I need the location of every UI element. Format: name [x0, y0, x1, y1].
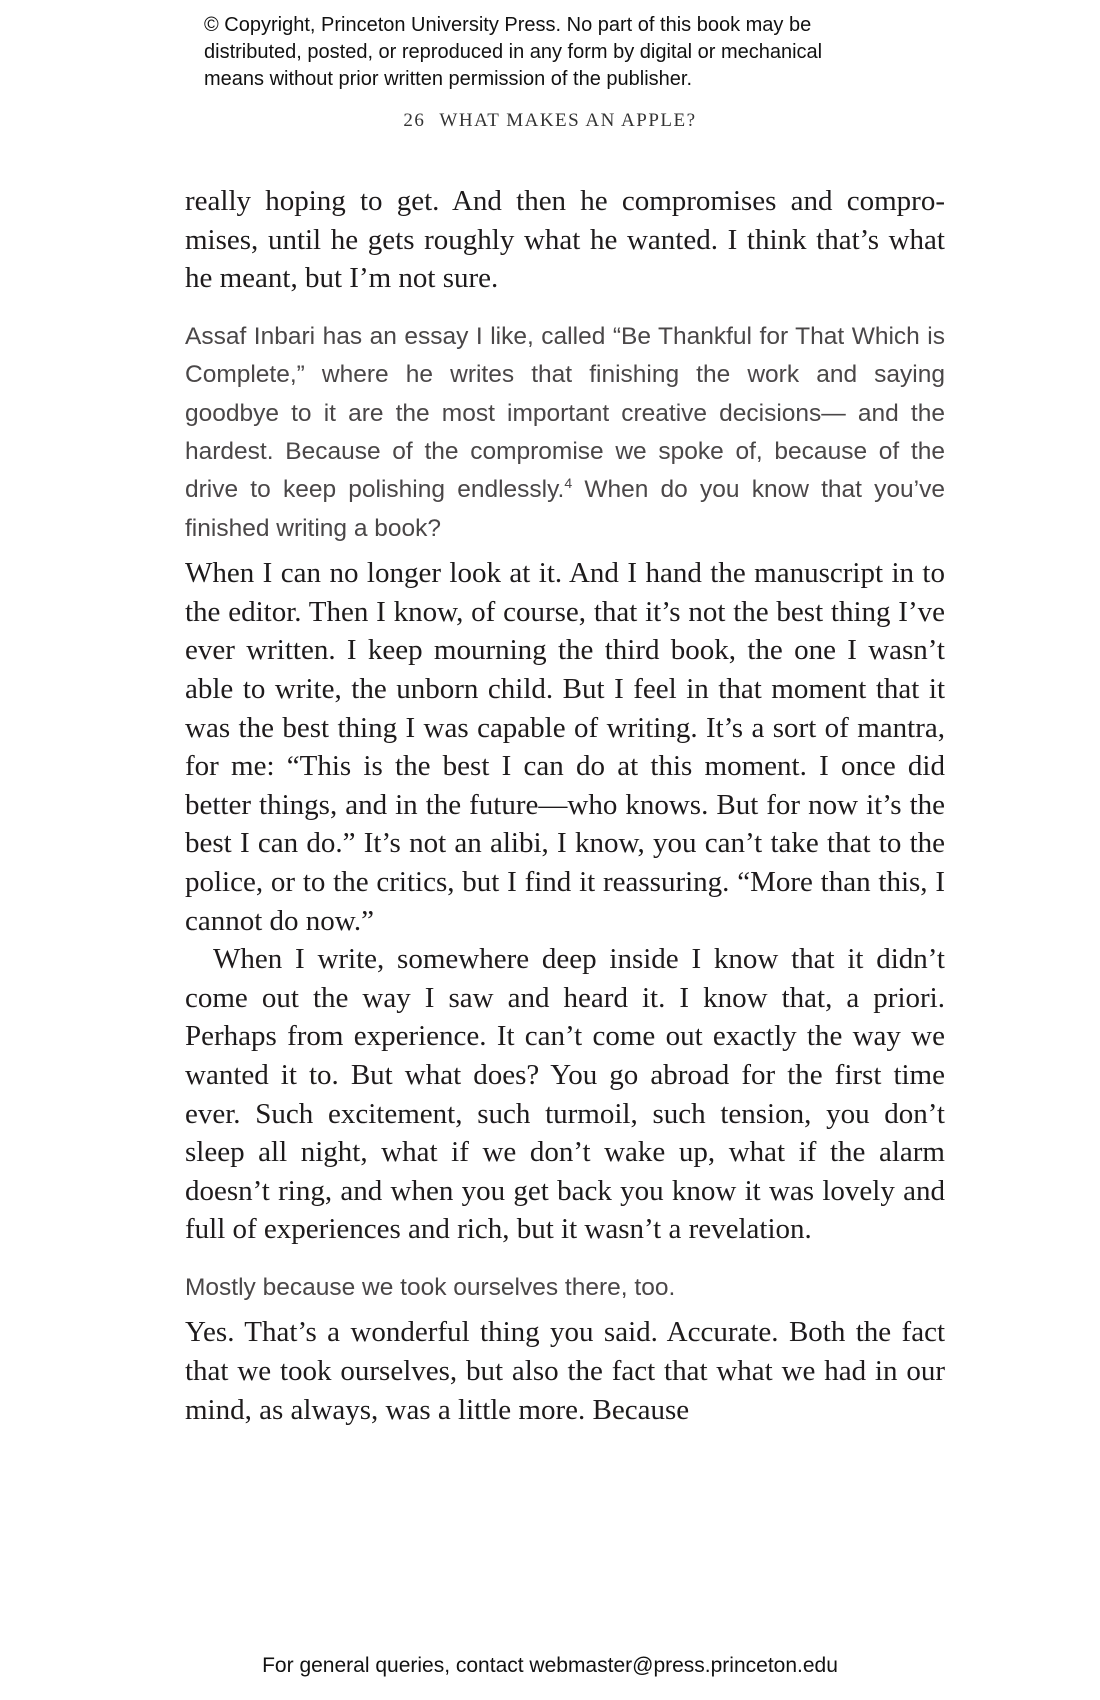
question-1-tail: When do you know that you’ve finished writing a book? [185, 476, 945, 542]
question-1-text: Assaf Inbari has an essay I like, called “Be Thankful for That Which is Complete,” where he writes that finishing the work and saying goodbye to it are the most important creative decisions— and the hardest. Because of the compromise we spoke of, because of the drive to keep polishing endlessly. [185, 322, 945, 504]
page-number: 26 [403, 110, 426, 131]
answer-paragraph-4: Yes. That’s a wonderful thing you said. Accurate. Both the fact that we took ourselves, but also the fact that what we had in our mind, as always, was a little more. Because [185, 1316, 945, 1426]
chapter-title: WHAT MAKES AN APPLE? [439, 110, 697, 131]
answer-paragraph-1: really hoping to get. And then he compromises and compromises, until he gets roughly what he wanted. I think that’s what he meant, but I’m not sure. [185, 185, 945, 295]
copyright-line-2: distributed, posted, or reproduced in any form by digital or mechanical [204, 41, 823, 63]
interview-question-1 [185, 318, 945, 548]
copyright-line-3: means without prior written permission of the publisher. [204, 68, 693, 90]
page-body [185, 182, 945, 1429]
copyright-line-1: © Copyright, Princeton University Press. No part of this book may be [204, 14, 812, 36]
interview-question-2: Mostly because we took ourselves there, too. [185, 1273, 676, 1301]
running-head [0, 110, 1100, 132]
footer-contact: For general queries, contact webmaster@press.princeton.edu [262, 1654, 838, 1677]
answer-paragraph-3: When I write, somewhere deep inside I know that it didn’t come out the way I saw and heard it. I know that, a priori. Perhaps from experience. It can’t come out exactly the way we wanted it to. But what does? You go abroad for the first time ever. Such excitement, such turmoil, such tension, you don’t sleep all night, what if we don’t wake up, what if the alarm doesn’t ring, and when you get back you know it was lovely and full of experiences and rich, but it wasn’t a revelation. [185, 943, 945, 1246]
answer-paragraph-2: When I can no longer look at it. And I hand the manuscript in to the editor. Then I know, of course, that it’s not the best thing I’ve ever written. I keep mourning the third book, the one I wasn’t able to write, the unborn child. But I feel in that moment that it was the best thing I was capable of writing. It’s a sort of mantra, for me: “This is the best I can do at this moment. I once did better things, and in the future—who knows. But for now it’s the best I can do.” It’s not an alibi, I know, you can’t take that to the police, or to the critics, but I find it reassuring. “More than this, I cannot do now.” [185, 557, 945, 937]
footnote-marker: 4 [564, 475, 573, 492]
copyright-notice [204, 12, 964, 93]
